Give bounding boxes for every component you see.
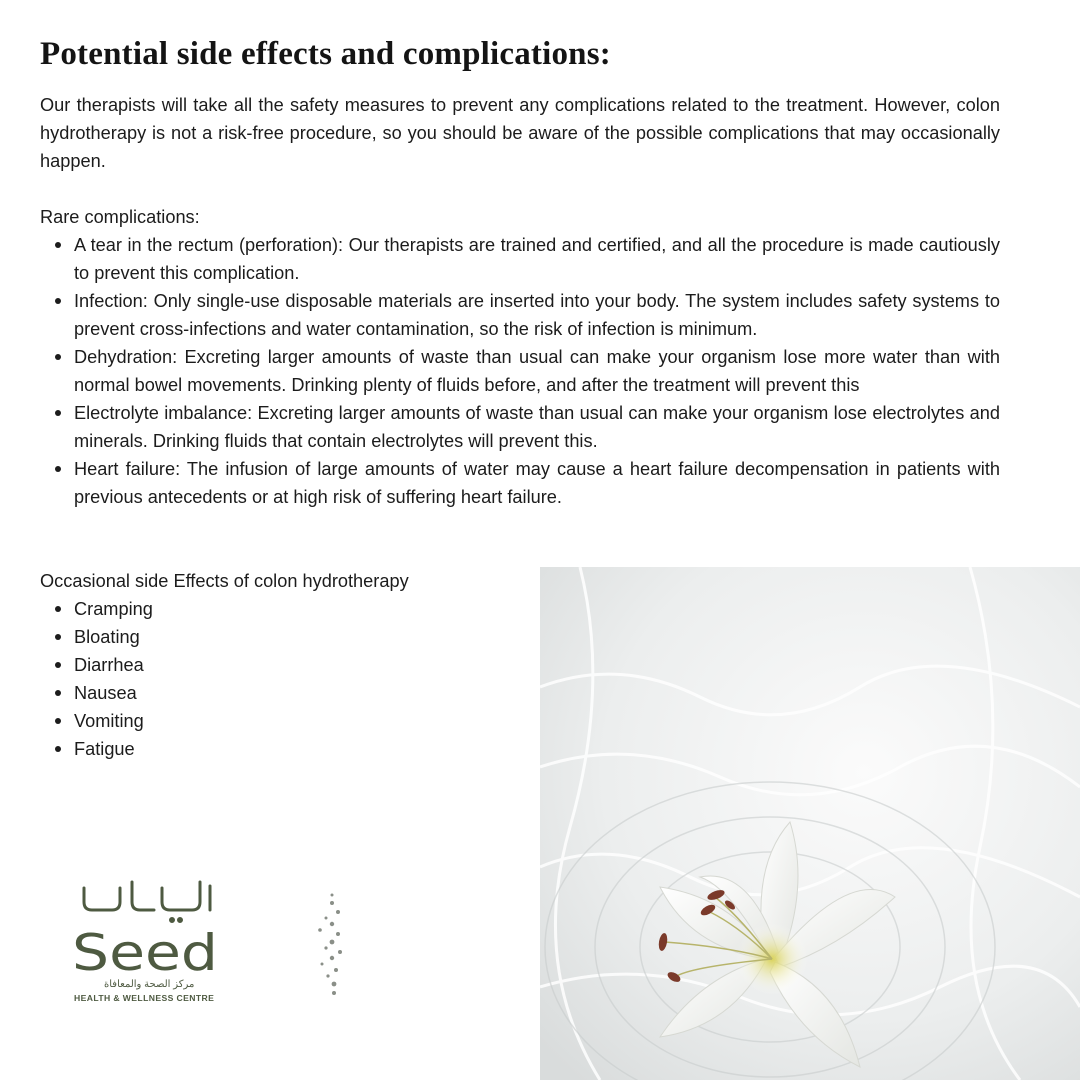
lily-water-photo — [540, 567, 1080, 1080]
intro-paragraph: Our therapists will take all the safety measures to prevent any complications related to the treatment. However, colon hydrotherapy is not a risk-free procedure, so you should be aware of the possible complications that may occasionally happen. — [40, 95, 1000, 171]
occasional-side-effects-list — [40, 595, 514, 763]
seed-logo — [72, 880, 220, 1010]
list-item: Heart failure: The infusion of large amounts of water may cause a heart failure decompensation in patients with previous antecedents or at high risk of suffering heart failure. — [74, 455, 1000, 511]
list-item: Cramping — [74, 595, 514, 623]
list-item: Electrolyte imbalance: Excreting larger amounts of waste than usual can make your organism lose electrolytes and minerals. Drinking fluids that contain electrolytes will prevent this. — [74, 399, 1000, 455]
logo-arabic-text: مركز الصحة والمعافاة — [104, 979, 195, 990]
rare-complications-label: Rare complications: — [40, 207, 200, 227]
logo-wordmark: Seed — [72, 924, 218, 982]
list-item: Fatigue — [74, 735, 514, 763]
logo-tagline: HEALTH & WELLNESS CENTRE — [74, 993, 215, 1003]
list-item: Infection: Only single-use disposable materials are inserted into your body. The system includes safety systems to prevent cross-infections and water contamination, so the risk of infection is minimum. — [74, 287, 1000, 343]
page-title: Potential side effects and complications: — [40, 36, 611, 72]
list-item: Bloating — [74, 623, 514, 651]
list-item: A tear in the rectum (perforation): Our therapists are trained and certified, and all the procedure is made cautiously to prevent this complication. — [74, 231, 1000, 287]
dotted-ornament-icon — [312, 890, 352, 1000]
list-item: Dehydration: Excreting larger amounts of waste than usual can make your organism lose more water than with normal bowel movements. Drinking plenty of fluids before, and after the treatment will prevent this — [74, 343, 1000, 399]
occasional-side-effects-label: Occasional side Effects of colon hydrotherapy — [40, 571, 409, 591]
rare-complications-list — [40, 231, 1000, 511]
list-item: Diarrhea — [74, 651, 514, 679]
list-item: Vomiting — [74, 707, 514, 735]
list-item: Nausea — [74, 679, 514, 707]
